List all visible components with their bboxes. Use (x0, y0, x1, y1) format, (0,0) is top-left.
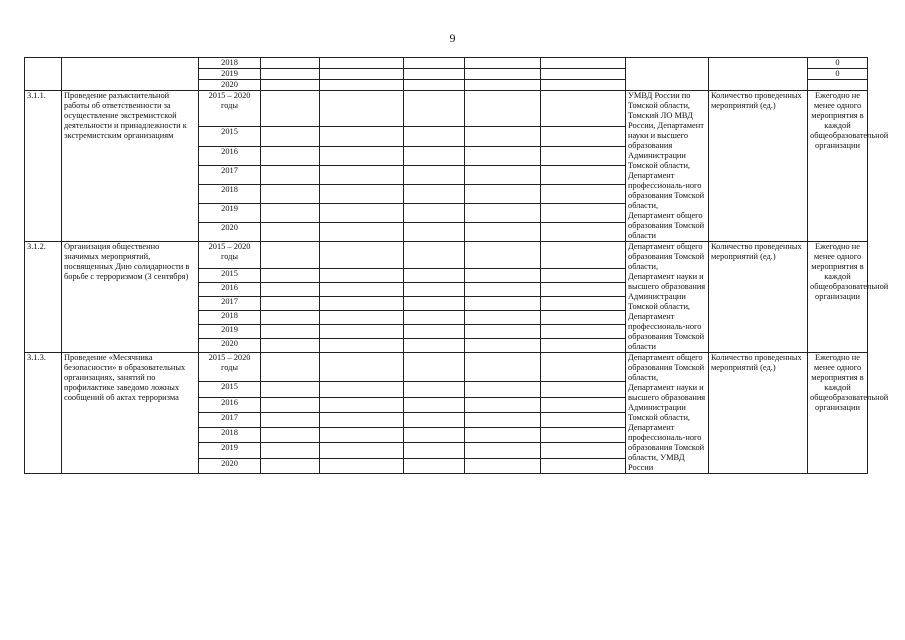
activity-name-cell: Организация общественно значимых мероприятий, посвященных Дню солидарности в борьбе с терроризмом (3 сентября) (62, 242, 199, 353)
value-cell (320, 397, 404, 412)
value-cell (465, 338, 541, 352)
value-cell (541, 80, 626, 91)
plan-table-body (25, 58, 889, 474)
value-cell (404, 382, 465, 397)
value-cell (404, 353, 465, 382)
value-cell (541, 127, 626, 146)
value-cell (465, 443, 541, 458)
value-cell (320, 443, 404, 458)
value-cell (404, 296, 465, 310)
value-cell (320, 184, 404, 203)
value-cell (261, 353, 320, 382)
value-cell (320, 242, 404, 269)
target-cell: Ежегодно не менее одного мероприятия в каждой общеобразовательной организации (808, 353, 868, 474)
year-cell: 2015 (199, 127, 261, 146)
value-cell (261, 91, 320, 127)
value-cell (541, 282, 626, 296)
year-cell: 2019 (199, 203, 261, 222)
value-cell (541, 58, 626, 69)
value-cell (541, 91, 626, 127)
value-cell (320, 458, 404, 473)
value-cell (465, 428, 541, 443)
value-cell (465, 146, 541, 165)
value-cell (404, 91, 465, 127)
value-cell (465, 296, 541, 310)
value-cell (261, 222, 320, 241)
executor-cell: УМВД России по Томской области, Томский ЛО МВД России, Департамент науки и высшего образования Администрации Томской области, Департамент профессиональ-ного образования Томской области, Департамент общего образования Томской области (626, 91, 709, 242)
year-cell: 2018 (199, 184, 261, 203)
value-cell (541, 165, 626, 184)
value-cell (541, 458, 626, 473)
value-cell (404, 412, 465, 427)
value-cell (404, 165, 465, 184)
value-cell (541, 146, 626, 165)
value-cell (541, 353, 626, 382)
value-cell (261, 324, 320, 338)
value-cell (320, 91, 404, 127)
year-cell: 2018 (199, 310, 261, 324)
value-cell (320, 353, 404, 382)
indicator-cell: Количество проведенных мероприятий (ед.) (709, 242, 808, 353)
value-cell (404, 127, 465, 146)
value-cell (541, 324, 626, 338)
target-cell: Ежегодно не менее одного мероприятия в каждой общеобразовательной организации (808, 91, 868, 242)
value-cell (261, 397, 320, 412)
value-cell (465, 184, 541, 203)
value-cell (404, 268, 465, 282)
value-cell (320, 268, 404, 282)
value-cell (320, 324, 404, 338)
value-cell (320, 69, 404, 80)
indicator-cell: Количество проведенных мероприятий (ед.) (709, 91, 808, 242)
value-cell (404, 184, 465, 203)
value-cell (465, 222, 541, 241)
year-cell: 2020 (199, 222, 261, 241)
value-cell (404, 338, 465, 352)
executor-cell: Департамент общего образования Томской области, Департамент науки и высшего образования Администрации Томской области, Департамент профессиональ-ного образования Томской области (626, 242, 709, 353)
year-cell: 2019 (199, 324, 261, 338)
value-cell (404, 458, 465, 473)
page-number: 9 (449, 31, 456, 45)
period-cell: 2015 – 2020 годы (199, 353, 261, 382)
value-cell (320, 58, 404, 69)
year-cell: 2020 (199, 80, 261, 91)
value-cell (404, 58, 465, 69)
value-cell (465, 268, 541, 282)
value-cell (541, 443, 626, 458)
item-number-cell (25, 58, 62, 91)
value-cell (541, 69, 626, 80)
activity-name-cell (62, 58, 199, 91)
activity-name-cell: Проведение разъяснительной работы об ответственности за осуществление экстремистской деятельности и принадлежности к экстремистским организациям (62, 91, 199, 242)
year-cell: 2017 (199, 412, 261, 427)
value-cell (541, 310, 626, 324)
value-cell (404, 443, 465, 458)
value-cell (541, 428, 626, 443)
year-cell: 2016 (199, 397, 261, 412)
value-cell (541, 296, 626, 310)
value-cell (404, 310, 465, 324)
plan-table (24, 57, 889, 474)
value-cell (261, 268, 320, 282)
value-cell (465, 69, 541, 80)
value-cell (320, 412, 404, 427)
value-cell (465, 242, 541, 269)
target-value-cell (808, 80, 868, 91)
indicator-cell (709, 58, 808, 91)
table-row (25, 91, 868, 127)
value-cell (465, 397, 541, 412)
value-cell (261, 412, 320, 427)
value-cell (404, 146, 465, 165)
value-cell (320, 382, 404, 397)
value-cell (261, 428, 320, 443)
value-cell (541, 203, 626, 222)
year-cell: 2017 (199, 165, 261, 184)
value-cell (465, 412, 541, 427)
value-cell (541, 242, 626, 269)
value-cell (320, 165, 404, 184)
year-cell: 2020 (199, 458, 261, 473)
value-cell (320, 338, 404, 352)
value-cell (261, 282, 320, 296)
value-cell (465, 310, 541, 324)
value-cell (465, 203, 541, 222)
value-cell (404, 397, 465, 412)
value-cell (465, 91, 541, 127)
year-cell: 2017 (199, 296, 261, 310)
table-row (25, 353, 868, 382)
value-cell (465, 353, 541, 382)
item-number-cell: 3.1.3. (25, 353, 62, 474)
year-cell: 2019 (199, 443, 261, 458)
value-cell (404, 324, 465, 338)
value-cell (261, 382, 320, 397)
value-cell (541, 382, 626, 397)
value-cell (261, 80, 320, 91)
value-cell (261, 69, 320, 80)
value-cell (465, 165, 541, 184)
value-cell (465, 382, 541, 397)
indicator-cell: Количество проведенных мероприятий (ед.) (709, 353, 808, 474)
executor-cell: Департамент общего образования Томской области, Департамент науки и высшего образования Администрации Томской области, Департамент профессиональ-ного образования Томской области, УМВД России (626, 353, 709, 474)
value-cell (465, 324, 541, 338)
value-cell (541, 222, 626, 241)
value-cell (261, 458, 320, 473)
value-cell (320, 222, 404, 241)
value-cell (261, 146, 320, 165)
value-cell (261, 165, 320, 184)
value-cell (404, 80, 465, 91)
value-cell (541, 338, 626, 352)
value-cell (261, 338, 320, 352)
value-cell (261, 58, 320, 69)
value-cell (261, 203, 320, 222)
value-cell (320, 146, 404, 165)
value-cell (465, 80, 541, 91)
value-cell (465, 58, 541, 69)
item-number-cell: 3.1.2. (25, 242, 62, 353)
target-cell: Ежегодно не менее одного мероприятия в каждой общеобразовательной организации (808, 242, 868, 353)
value-cell (320, 310, 404, 324)
value-cell (404, 282, 465, 296)
year-cell: 2019 (199, 69, 261, 80)
year-cell: 2020 (199, 338, 261, 352)
year-cell: 2018 (199, 428, 261, 443)
value-cell (261, 184, 320, 203)
item-number-cell: 3.1.1. (25, 91, 62, 242)
value-cell (404, 69, 465, 80)
year-cell: 2016 (199, 282, 261, 296)
value-cell (541, 397, 626, 412)
value-cell (320, 203, 404, 222)
value-cell (320, 80, 404, 91)
value-cell (261, 443, 320, 458)
year-cell: 2015 (199, 382, 261, 397)
executor-cell (626, 58, 709, 91)
table-row (25, 58, 868, 69)
value-cell (465, 127, 541, 146)
value-cell (465, 458, 541, 473)
value-cell (541, 184, 626, 203)
value-cell (404, 428, 465, 443)
value-cell (404, 203, 465, 222)
year-cell: 2015 (199, 268, 261, 282)
value-cell (465, 282, 541, 296)
value-cell (261, 242, 320, 269)
target-value-cell: 0 (808, 69, 868, 80)
value-cell (261, 296, 320, 310)
value-cell (404, 242, 465, 269)
value-cell (320, 428, 404, 443)
value-cell (541, 268, 626, 282)
value-cell (320, 296, 404, 310)
period-cell: 2015 – 2020 годы (199, 242, 261, 269)
value-cell (541, 412, 626, 427)
value-cell (261, 127, 320, 146)
value-cell (320, 127, 404, 146)
target-value-cell: 0 (808, 58, 868, 69)
value-cell (320, 282, 404, 296)
period-cell: 2015 – 2020 годы (199, 91, 261, 127)
year-cell: 2016 (199, 146, 261, 165)
value-cell (261, 310, 320, 324)
value-cell (404, 222, 465, 241)
table-row (25, 242, 868, 269)
year-cell: 2018 (199, 58, 261, 69)
activity-name-cell: Проведение «Месячника безопасности» в образовательных организациях, занятий по профилактике заведомо ложных сообщений об актах терроризма (62, 353, 199, 474)
